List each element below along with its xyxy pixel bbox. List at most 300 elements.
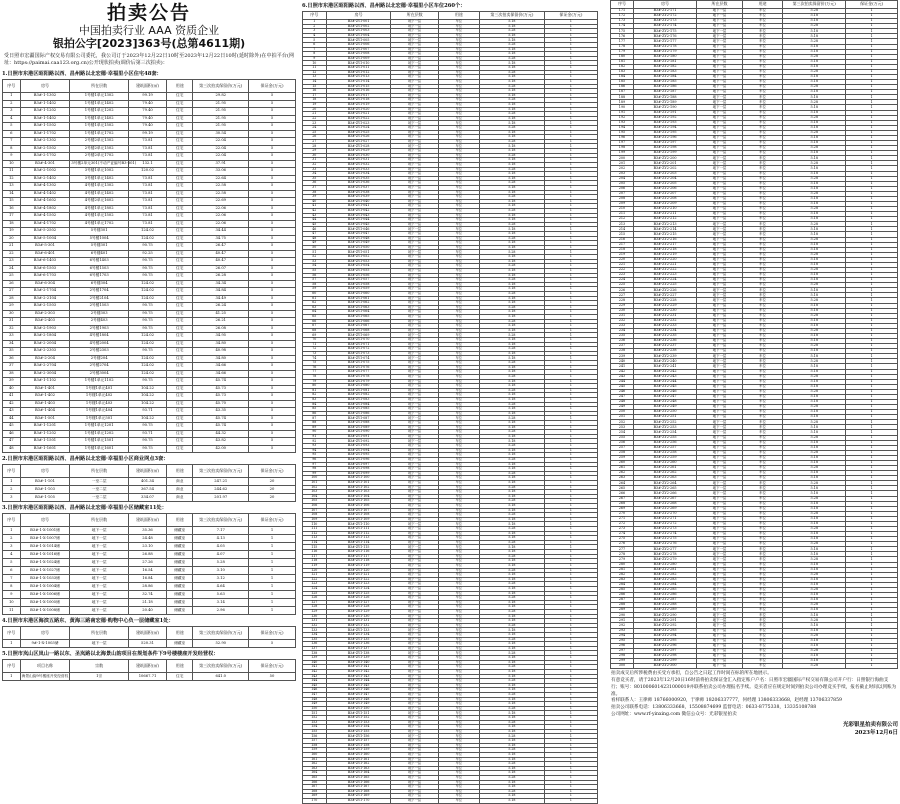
table-cell: B3#-ZY1-033 (326, 167, 391, 172)
table-cell: 车位 (438, 227, 479, 232)
table-cell: 地下一层 (391, 20, 438, 25)
table-cell: 地下一层 (391, 550, 438, 555)
table-cell: 5 (249, 205, 296, 213)
table-cell: 61 (303, 296, 327, 301)
table-cell: 1 (544, 98, 597, 103)
table-cell: 地下一层 (391, 107, 438, 112)
table-cell: 1 (544, 656, 597, 661)
table-cell: 247 (611, 394, 634, 399)
table-cell: 住宅 (167, 273, 193, 281)
table-cell: 5.18 (479, 75, 544, 80)
table-cell: 6 (3, 130, 21, 138)
table-cell: 5.18 (783, 592, 846, 597)
table-cell: 200 (611, 156, 634, 161)
table-cell: 1 (846, 308, 898, 313)
table-cell: B3#-ZY1-136 (326, 642, 391, 647)
table-cell: 地下一层 (697, 466, 743, 471)
table-cell: 5 (249, 190, 296, 198)
table-cell: 5.28 (783, 526, 846, 531)
table-cell: B3#-ZY1-049 (326, 241, 391, 246)
table-cell: 145 (303, 683, 327, 688)
table-cell: 车位 (438, 33, 479, 38)
table-cell: 5.18 (783, 339, 846, 344)
table-cell: 80 (303, 384, 327, 389)
table-cell: B3#-ZY1-123 (326, 582, 391, 587)
table-cell: B3#-ZY2-199 (633, 151, 696, 156)
table-row (3, 527, 296, 535)
table-cell: 5.18 (783, 455, 846, 460)
table-cell: 9 (3, 153, 21, 161)
table-cell: 5.28 (479, 430, 544, 435)
table-cell: 1 (544, 725, 597, 730)
table-cell: 1号楼1单元1302 (70, 93, 129, 101)
table-cell: 1 (544, 752, 597, 757)
table-cell: 车位 (742, 191, 782, 196)
column-header: 保证金(万元) (249, 514, 296, 527)
table-cell: 1 (249, 591, 296, 599)
table-cell: 4号楼1单元1402 (70, 190, 129, 198)
table-cell: 5.18 (783, 608, 846, 613)
table-cell: 1 (846, 618, 898, 623)
table-cell: 车位 (438, 278, 479, 283)
table-cell: B3#-6-304 (20, 280, 70, 288)
table-cell: 车位 (438, 296, 479, 301)
table-cell: 22.58 (193, 183, 249, 191)
table-cell: 5.18 (783, 623, 846, 628)
notice-intro: 受日照市宏疆国际产权交易有限公司委托，我公司订于2023年12月22日10时至2023年12月22日10时(延时除外)在中拍平台(网址：https://paimai.caa123.org.cn)公开现状拍卖(调价后第三次拍卖)： (4, 53, 294, 66)
table-cell: 地下一层 (391, 43, 438, 48)
table-cell: 1 (846, 64, 898, 69)
table-cell: 车位 (438, 789, 479, 794)
table-cell: 5.28 (479, 457, 544, 462)
table-cell: B3#-6-1703 (20, 273, 70, 281)
table-cell: 188 (611, 95, 634, 100)
table-cell: 5.18 (479, 176, 544, 181)
table-cell: 车位 (438, 181, 479, 186)
table-cell: 储藏室 (167, 575, 193, 583)
table-cell: 地下一层 (697, 80, 743, 85)
table-cell: 5.28 (193, 559, 249, 567)
table-cell: 车位 (438, 130, 479, 135)
table-cell: 车位 (742, 9, 782, 14)
table-cell: 车位 (438, 365, 479, 370)
table-cell: 车位 (438, 232, 479, 237)
table-cell: 5.28 (479, 527, 544, 532)
table-cell: B3#-ZY1-149 (326, 702, 391, 707)
table-cell: 169 (303, 794, 327, 799)
table-cell: 21 (3, 243, 21, 251)
table-cell: 5.63 (193, 591, 249, 599)
table-cell: 地下一层 (70, 551, 129, 559)
table-cell: 5.28 (783, 252, 846, 257)
table-cell: 5.28 (479, 29, 544, 34)
table-cell: 231 (611, 313, 634, 318)
table-cell: 5.18 (479, 282, 544, 287)
table-cell: 111 (303, 527, 327, 532)
table-cell: 1 (846, 186, 898, 191)
table-cell: B3#-ZY1-160 (326, 752, 391, 757)
table-cell: 地下一层 (697, 552, 743, 557)
table-cell: B3#-ZY1-162 (326, 762, 391, 767)
table-cell: 104.22 (128, 385, 166, 393)
table-cell: 5.18 (783, 49, 846, 54)
table-cell: B3#-ZY1-148 (326, 697, 391, 702)
table-cell: B3#-ZY2-297 (633, 648, 696, 653)
table-cell: 车位 (742, 212, 782, 217)
table-cell: 5.28 (479, 250, 544, 255)
table-cell: 36 (3, 355, 21, 363)
table-cell: B3#-ZY1-097 (326, 462, 391, 467)
table-cell: 6 (303, 43, 327, 48)
table-cell: 车位 (742, 161, 782, 166)
table-cell: 1 (544, 702, 597, 707)
table-cell: 地下一层 (391, 296, 438, 301)
table-cell: 1 (544, 24, 597, 29)
table-cell: 5.18 (783, 141, 846, 146)
table-cell: 13 (303, 75, 327, 80)
table-cell: 206 (611, 186, 634, 191)
table-cell: 164 (303, 771, 327, 776)
table-cell: 5.18 (783, 471, 846, 476)
table-cell: 1 (846, 659, 898, 664)
table-cell: 车位 (438, 370, 479, 375)
table-cell: 21.18 (128, 599, 166, 607)
table-cell: 1 (544, 89, 597, 94)
table-cell: 车位 (438, 121, 479, 126)
table-cell: 1 (544, 397, 597, 402)
table-cell: 车位 (742, 354, 782, 359)
table-cell: 车位 (742, 628, 782, 633)
table-cell: 40 (3, 385, 21, 393)
table-cell: 地下一层 (697, 491, 743, 496)
table-cell: 车位 (438, 679, 479, 684)
table-cell: 31 (3, 318, 21, 326)
table-cell: B3#-ZY1-031 (326, 158, 391, 163)
table-cell: 地下一层 (391, 347, 438, 352)
table-cell: 车位 (438, 692, 479, 697)
table-cell: 车位 (438, 610, 479, 615)
table-cell: 车位 (438, 573, 479, 578)
table-cell: 1 (846, 278, 898, 283)
table-cell: 地下一层 (391, 79, 438, 84)
table-cell: 1 (544, 273, 597, 278)
table-cell: 1 (846, 389, 898, 394)
table-row (3, 273, 296, 281)
table-cell: 地下一层 (391, 273, 438, 278)
table-cell: 5.18 (783, 532, 846, 537)
table-cell: B3#-ZY1-154 (326, 725, 391, 730)
table-cell: 290 (611, 613, 634, 618)
table-cell: B3#-ZY1-133 (326, 628, 391, 633)
table-cell: 地下一层 (391, 268, 438, 273)
table-cell: 1 (846, 59, 898, 64)
table-cell: 288 (611, 603, 634, 608)
table-cell: 1 (544, 508, 597, 513)
table-cell: 地下一层 (697, 242, 743, 247)
table-cell: B3#-6-401 (20, 250, 70, 258)
table-cell: 5.18 (783, 460, 846, 465)
table-cell: B3#-ZY1-127 (326, 600, 391, 605)
table-cell: 1 (846, 75, 898, 80)
table-cell: 259 (611, 455, 634, 460)
column-header: 序号 (3, 514, 21, 527)
table-cell: 5.18 (783, 262, 846, 267)
table-cell: 地下一层 (391, 374, 438, 379)
table-cell: 5 (249, 258, 296, 266)
table-cell: 地下一层 (697, 420, 743, 425)
table-cell: 174 (611, 24, 634, 29)
table-cell: 5.28 (479, 195, 544, 200)
table-cell: 5.28 (783, 85, 846, 90)
table-cell: 1 (3, 527, 21, 535)
table-cell: 5.18 (783, 273, 846, 278)
table-cell: 车位 (742, 334, 782, 339)
table-cell: 118 (303, 559, 327, 564)
table-cell: 住宅 (167, 258, 193, 266)
table-cell: B3#-ZY2-221 (633, 262, 696, 267)
table-cell: 150 (303, 706, 327, 711)
table-cell: 5.18 (783, 19, 846, 24)
table-cell: B3#-ZY2-296 (633, 643, 696, 648)
table-cell: 147 (303, 692, 327, 697)
table-cell: 47 (3, 438, 21, 446)
table-cell: 1 (846, 537, 898, 542)
table-cell: B3#-ZY2-201 (633, 161, 696, 166)
table-cell: 车位 (742, 288, 782, 293)
column-header: 项目名称 (20, 660, 70, 673)
table-cell: 地下一层 (391, 102, 438, 107)
table-cell: 5 (249, 415, 296, 423)
table-cell: 5.18 (479, 93, 544, 98)
table-cell: 1 (544, 798, 597, 803)
table-cell: 39 (303, 195, 327, 200)
table-cell: 地下一层 (697, 227, 743, 232)
table-cell: B3#-ZY1-112 (326, 531, 391, 536)
table-cell: B3#-ZY1-076 (326, 365, 391, 370)
table-cell: 86 (303, 411, 327, 416)
table-cell: 1 (846, 323, 898, 328)
table-cell: B3#-ZY1-102 (326, 485, 391, 490)
table-cell: 1 (3, 478, 21, 486)
table-cell: B3#-ZY2-209 (633, 201, 696, 206)
table-cell: 车位 (742, 19, 782, 24)
table-cell: B3#-ZY1-125 (326, 591, 391, 596)
table-cell: 26.07 (193, 265, 249, 273)
table-cell: 1 (846, 623, 898, 628)
table-cell: 1 (846, 577, 898, 582)
table-cell: B3#-ZY1-019 (326, 102, 391, 107)
table-cell: 5.28 (783, 542, 846, 547)
table-cell: 223 (611, 273, 634, 278)
table-row (3, 318, 296, 326)
table-cell: 5.18 (783, 34, 846, 39)
table-cell: 253 (611, 425, 634, 430)
table-cell: B3#-ZY2-174 (633, 24, 696, 29)
table-cell: B3#-ZY2-202 (633, 166, 696, 171)
table-cell: 住宅 (167, 280, 193, 288)
table-cell: B3#-1-103 (20, 486, 70, 494)
table-cell: B3#-ZY1-152 (326, 716, 391, 721)
table-cell: B3#-ZY2-291 (633, 618, 696, 623)
table-cell: 1 (846, 217, 898, 222)
table-cell: 7 (303, 47, 327, 52)
table-cell: 5.28 (783, 54, 846, 59)
table-cell: B3#-ZY2-269 (633, 506, 696, 511)
table-cell: 20.40 (128, 607, 166, 615)
table-cell: B3#-ZY1-141 (326, 665, 391, 670)
table-cell: B3#-ZY2-235 (633, 334, 696, 339)
table-cell: 132.1 (128, 160, 166, 168)
table-cell: B3#-1-401 (20, 385, 70, 393)
table-cell: B3#-ZY1-155 (326, 729, 391, 734)
table-cell: 5.28 (479, 153, 544, 158)
table-cell: 95 (303, 453, 327, 458)
table-cell: 5.18 (479, 517, 544, 522)
table-cell: 1 (846, 181, 898, 186)
table-cell: B3#-ZY2-278 (633, 552, 696, 557)
table-cell: B3#-ZY2-258 (633, 450, 696, 455)
table-cell: 车位 (438, 282, 479, 287)
listing-table (2, 464, 296, 502)
table-cell: 地下一层 (697, 582, 743, 587)
table-cell: 住宅 (167, 190, 193, 198)
table-cell: 5.28 (479, 84, 544, 89)
table-cell: B3#-ZY1-165 (326, 775, 391, 780)
table-cell: 5.28 (479, 361, 544, 366)
table-cell: 1 (544, 268, 597, 273)
table-cell: 1 (544, 38, 597, 43)
table-cell: 车位 (438, 384, 479, 389)
table-cell: 1 (544, 162, 597, 167)
table-cell: 地下一层 (391, 766, 438, 771)
table-cell: 177 (611, 39, 634, 44)
table-cell: 车位 (438, 642, 479, 647)
table-cell: 1 (544, 232, 597, 237)
table-cell: 5.28 (783, 69, 846, 74)
table-cell: 160 (303, 752, 327, 757)
table-cell: 5.18 (479, 646, 544, 651)
table-cell: 地下一层 (391, 619, 438, 624)
table-cell: 车位 (438, 563, 479, 568)
table-cell: B3#-ZY1-026 (326, 135, 391, 140)
table-cell: 5.18 (479, 508, 544, 513)
table-cell: 6号楼1403 (70, 258, 129, 266)
table-cell: B3#-ZY1-078 (326, 374, 391, 379)
table-cell: 车位 (438, 683, 479, 688)
table-cell: 车位 (742, 369, 782, 374)
table-cell: 车位 (742, 491, 782, 496)
table-cell: 207 (611, 191, 634, 196)
table-cell: 1 (544, 499, 597, 504)
table-cell: 车位 (438, 185, 479, 190)
column-header: 所在层数 (70, 627, 129, 640)
table-cell: 1 (544, 527, 597, 532)
table-cell: 5.28 (479, 70, 544, 75)
table-cell: 21.95 (193, 115, 249, 123)
table-cell: 1 (846, 69, 898, 74)
table-cell: 1 (544, 158, 597, 163)
table-cell: 1 (846, 161, 898, 166)
table-cell: 地下一层 (697, 547, 743, 552)
table-cell: 车位 (438, 374, 479, 379)
table-cell: 5.18 (479, 218, 544, 223)
table-row (3, 494, 296, 502)
table-cell: 车位 (438, 766, 479, 771)
table-cell: 地下一层 (391, 536, 438, 541)
table-cell: 地下一层 (391, 669, 438, 674)
table-cell: 车位 (438, 517, 479, 522)
table-cell: 19 (3, 228, 21, 236)
table-cell: 5.18 (783, 227, 846, 232)
table-cell: B3#-ZY1-022 (326, 116, 391, 121)
section-title: 4.日照市东港区海滨五路东、黄海三路南宏德·购物中心负一层储藏室1处： (2, 618, 174, 624)
table-cell: 5.28 (479, 789, 544, 794)
table-cell: 218 (611, 247, 634, 252)
table-cell: 地下一层 (391, 190, 438, 195)
table-cell: B3#-ZY1-156 (326, 734, 391, 739)
table-cell: 车位 (742, 217, 782, 222)
table-cell: 车位 (438, 324, 479, 329)
table-cell: 车位 (438, 490, 479, 495)
table-cell: 地下一层 (391, 407, 438, 412)
table-cell: 车位 (742, 471, 782, 476)
table-cell: B3#-1-1702 (20, 130, 70, 138)
table-row (3, 108, 296, 116)
table-cell: 1 (846, 496, 898, 501)
table-cell: 地下一层 (697, 90, 743, 95)
table-cell: 93 (303, 444, 327, 449)
table-row (3, 288, 296, 296)
table-cell: 地下一层 (391, 559, 438, 564)
table-cell: 地下一层 (697, 384, 743, 389)
table-cell: 地下一层 (391, 752, 438, 757)
table-cell: 26 (303, 135, 327, 140)
table-cell: 地下一层 (391, 545, 438, 550)
table-cell: 车位 (438, 757, 479, 762)
table-cell: 地下一层 (391, 674, 438, 679)
table-cell: 5.18 (479, 494, 544, 499)
table-cell: 242 (611, 369, 634, 374)
table-cell: 地下一层 (697, 405, 743, 410)
column-header: 保证金(万元) (846, 1, 898, 9)
table-row (3, 198, 296, 206)
table-cell: B3#-ZY1-105 (326, 499, 391, 504)
table-cell: 车位 (742, 141, 782, 146)
table-cell: 1 (544, 720, 597, 725)
table-cell: 90.75 (128, 378, 166, 386)
table-cell: 5.18 (479, 559, 544, 564)
table-cell: 244 (611, 379, 634, 384)
table-cell: 1 (846, 313, 898, 318)
table-cell: 298 (611, 653, 634, 658)
table-cell: 1 (846, 440, 898, 445)
table-row (3, 213, 296, 221)
table-cell: B3#-2-204 (20, 355, 70, 363)
table-cell: 5 (249, 273, 296, 281)
table-cell: B3#-1-X-1024储 (20, 559, 70, 567)
table-cell: 地下一层 (697, 608, 743, 613)
table-cell: 车位 (742, 273, 782, 278)
table-cell: 1 (544, 144, 597, 149)
table-cell: 27.26 (128, 559, 166, 567)
table-row (3, 153, 296, 161)
table-cell: 273 (611, 526, 634, 531)
table-cell: 161 (303, 757, 327, 762)
table-cell: 5.28 (479, 264, 544, 269)
table-cell: 2号楼2单元1502 (70, 145, 129, 153)
table-cell: 地下一层 (391, 716, 438, 721)
table-cell: 73.81 (128, 220, 166, 228)
